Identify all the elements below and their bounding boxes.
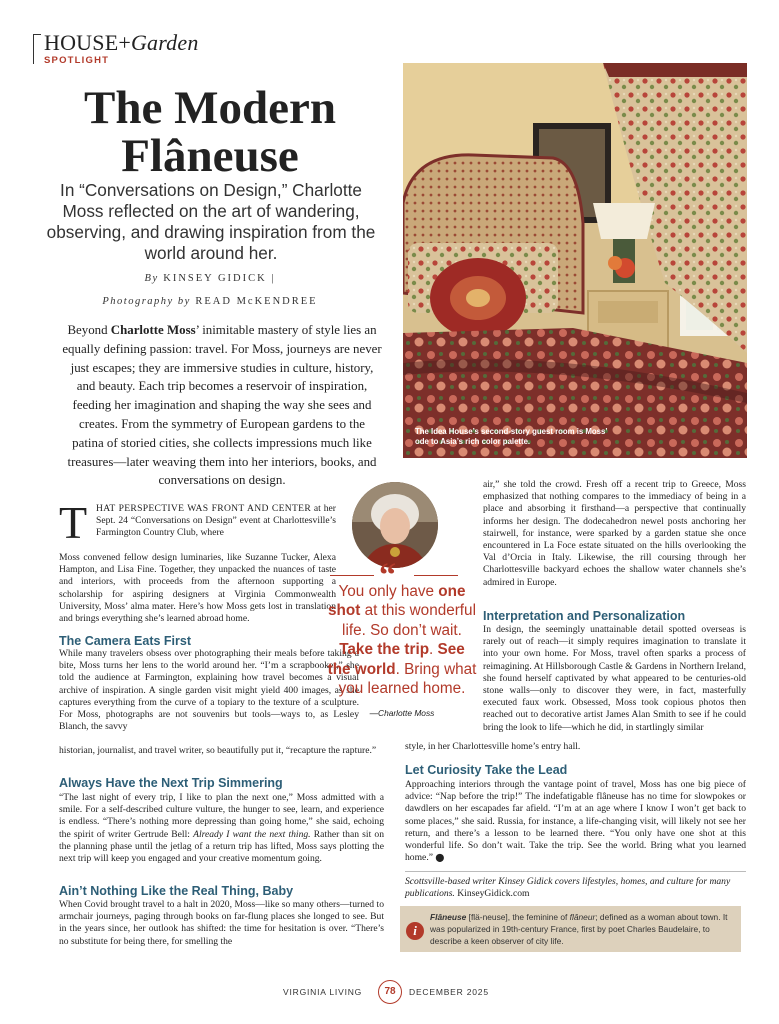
byline: By KINSEY GIDICK | (144, 273, 276, 284)
masthead-title: HOUSE+Garden (44, 30, 199, 55)
photo-credit: Photography by READ McKENDREE (102, 296, 318, 307)
footer-magazine: VIRGINIA LIVING (283, 987, 363, 997)
body-paragraph-interpretation: In design, the seemingly unattainable detail spotted overseas is rarely out of reach—it simply requires imagination to translate it into your own home. For Moss, travel often sparks a process of reimagining. At Hillsborough Castle & Gardens in Northern Ireland, she found herself captivated by what appeared to be centuries-old stone walls—only to discover they were, in fact, masterfully executed faux work. Obsessed, Moss took copious photos then reached out to decorative artist James Alan Smith to see if he could bring the look to life—which he did, in startlingly similar (483, 624, 746, 733)
pull-quote: You only have one shot at this wonderful life. So don’t wait. Take the trip. See the world. Bring what you learned home. (327, 583, 477, 698)
end-mark-icon: ⬤ (435, 853, 445, 863)
headline: The Modern Flâneuse (84, 82, 336, 182)
quote-mark: “ (379, 557, 396, 594)
subhead-camera: The Camera Eats First (59, 634, 191, 648)
body-paragraph-interpretation-end: style, in her Charlottesville home’s entry hall. (405, 741, 581, 752)
hero-caption: The Idea House’s second-story guest room is Moss’ ode to Asia’s rich color palette. (415, 427, 608, 446)
subhead-interpretation: Interpretation and Personalization (483, 609, 686, 623)
page-number: 78 (378, 980, 402, 1004)
definition-text: Flâneuse [flä-neuse], the feminine of flâneur; defined as a woman about town. It was popularized in 19th-century France, first by poet Charles Baudelaire, to describe a keen observer of city life. (430, 912, 728, 946)
subhead-curiosity: Let Curiosity Take the Lead (405, 763, 568, 777)
author-website-link[interactable]: KinseyGidick.com (457, 888, 530, 900)
quote-rule-left (330, 575, 374, 576)
hero-photo (403, 63, 747, 458)
section-label: SPOTLIGHT (44, 55, 110, 66)
footer-issue: DECEMBER 2025 (409, 987, 489, 997)
body-paragraph-next-trip: “The last night of every trip, I like to plan the next one,” Moss admitted with a smile. For a self-described culture vulture, the hunger to see, learn, and experience is endless. “There’s nothing more depressing than going home,” she said, echoing the spirit of writer Gertrude Bell: Already I want the next thing. Rather than sit on the planning phase until the jetlag of a return trip has lifted, Moss says plotting the next trip will keep you engaged and your creative momentum going. (59, 792, 384, 865)
subhead-next-trip: Always Have the Next Trip Simmering (59, 776, 283, 790)
drop-cap: T (59, 497, 88, 548)
pull-quote-attribution: —Charlotte Moss (369, 708, 435, 718)
lead-paragraph: HAT PERSPECTIVE WAS FRONT AND CENTER at her Sept. 24 “Conversations on Design” event at Charlottesville’s Farmington Country Club, where (96, 503, 336, 539)
subhead-real-thing: Ain’t Nothing Like the Real Thing, Baby (59, 884, 294, 898)
author-bio: Scottsville-based writer Kinsey Gidick covers lifestyles, homes, and culture for many publications. KinseyGidick.com (405, 876, 731, 900)
body-paragraph-real-thing: When Covid brought travel to a halt in 2020, Moss—like so many others—turned to armchair journeys, paging through books on far-flung places she longed to see. But in the years since, her outlook has shifted: the time for hesitation is over. “There’s no substitute for being there, for smelling the (59, 899, 384, 947)
portrait-photo (352, 482, 438, 568)
masthead-rule (33, 34, 34, 64)
body-paragraph-camera-end: historian, journalist, and travel writer, so beautifully put it, “recapture the rapture.” (59, 745, 377, 756)
masthead-tick (33, 34, 41, 35)
intro-paragraph: Beyond Charlotte Moss’ inimitable mastery of style lies an equally defining passion: travel. For Moss, journeys are never just escapes; they are immersive studies in culture, history, and beauty. Each trip becomes a reservoir of inspiration, feeding her imagination and shaping the way she sees and creates. From the symmetry of European gardens to the patina of storied cities, she collects impressions much like treasures—later weaving them into her interiors, books, and conversations on design. (62, 323, 382, 488)
info-icon: i (406, 922, 424, 940)
quote-rule-right (414, 575, 458, 576)
body-paragraph-curiosity: Approaching interiors through the vantage point of travel, Moss has one big piece of advice: “Nap before the trip!” The indefatigable flâneuse has no time for slowpokes or dawdlers on her escapades far afield. “I’m at an age where I know I won’t get back to some places,” she said. Russia, for instance, a life-changing visit, will likely not see her return, and there’s a lesson to be learned there. “You only have one shot at this wonderful life. So don’t wait. Take the trip. See the world. Bring what you learned home.” ⬤ (405, 779, 746, 864)
body-paragraph-real-thing-cont: air,” she told the crowd. Fresh off a recent trip to Greece, Moss emphasized that nothing compares to the immediacy of being in a place and absorbing it firsthand—a perspective that continually informs her design. The dodecahedron newel posts anchoring her stairwell, for instance, were sparked by a garden statue she once encountered in La Foce estate situated on the hills overlooking the Val d’Orcia in Italy. Likewise, the rill coursing through her Charlottesville backyard echoes the shallow water channels she’s admired in Europe. (483, 479, 746, 588)
body-paragraph-camera: While many travelers obsess over photographing their meals before taking a bite, Moss turns her lens to the world around her. “I’m a scrapbooker,” she told the audience at Farmington, explaining how travel becomes a visual archive of inspiration. A single garden visit might yield 400 images, as she captures everything from the curve of a topiary to the texture of a sculpture. For Moss, photographs are not souvenirs but tools—ways to, as Lesley Blanch, the savvy (59, 648, 359, 733)
bio-divider (405, 871, 746, 872)
body-paragraph-1: Moss convened fellow design luminaries, like Suzanne Tucker, Alexa Hampton, and Lisa Fine. Together, they unpacked the nuances of taste and interiors, with proceeds from the afternoon supporting a scholarship for aspiring designers at Virginia Commonwealth University, Moss’ alma mater. Here’s how Moss gets lost in translation and brings everything she’s learned abroad home. (59, 552, 336, 625)
dek: In “Conversations on Design,” Charlotte Moss reflected on the art of wandering, observing, and drawing inspiration from the world around her. (46, 180, 376, 263)
